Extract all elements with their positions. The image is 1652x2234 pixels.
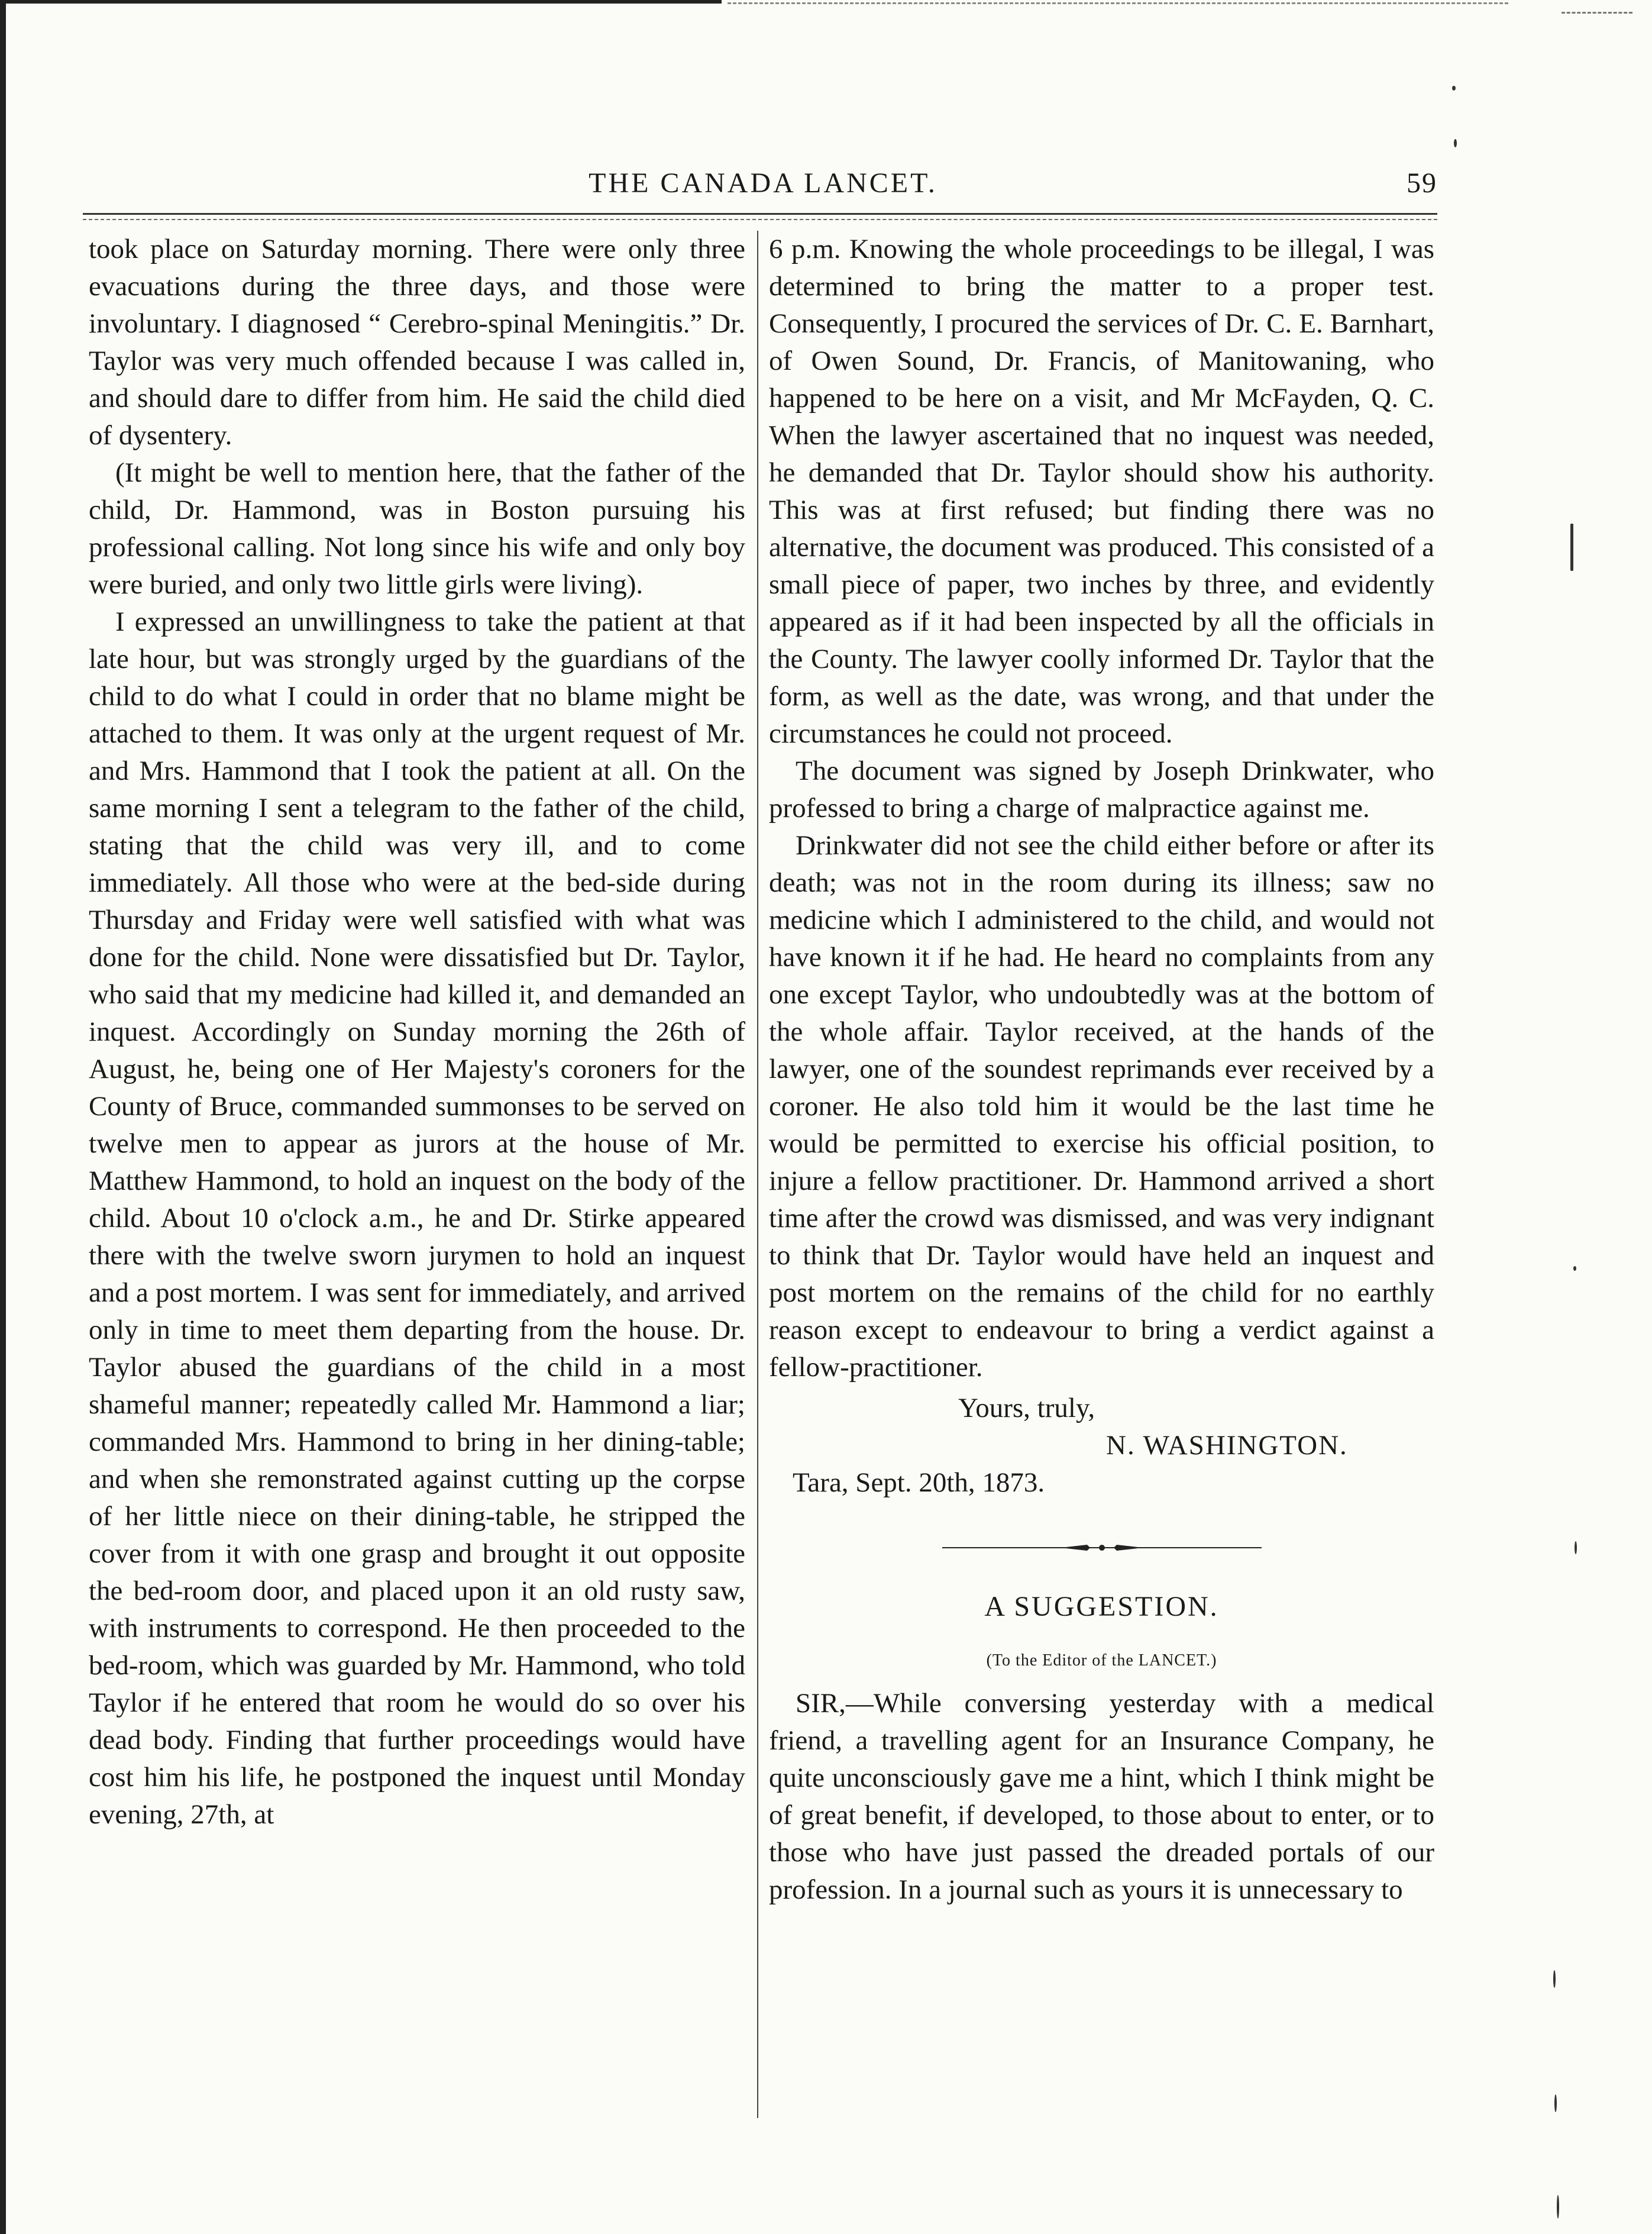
letter-closing: Yours, truly, xyxy=(958,1393,1095,1423)
page-edge-dash xyxy=(728,2,1508,4)
margin-speck xyxy=(1575,1541,1577,1554)
right-paragraph-2: The document was signed by Joseph Drinkwater, who professed to bring a charge of malpractice against me. xyxy=(769,756,1434,824)
header-rule-dashed xyxy=(83,219,1437,220)
left-paragraph-1: took place on Saturday morning. There were only three evacuations during the three days, and those were involuntary. I diagnosed “ Cerebro-spinal Meningitis.” Dr. Taylor was very much offended because I was called in, and should dare to differ from him. He said the child died of dysentery. xyxy=(89,234,745,451)
right-paragraph-3: Drinkwater did not see the child either before or after its death; was not in the room during its illness; saw no medicine which I administered to the child, and would not have known it if he had. He heard no complaints from any one except Taylor, who undoubtedly was at the bottom of the whole affair. Taylor received, at the hands of the lawyer, one of the soundest reprimands ever received by a coroner. He also told him it would be the last time he would be permitted to exercise his official position, to injure a fellow practitioner. Dr. Hammond arrived a short time after the crowd was dismissed, and was very indignant to think that Dr. Taylor would have held an inquest and post mortem on the remains of the child for no earthly reason except to endeavour to bring a verdict against a fellow-practitioner. xyxy=(769,830,1434,1383)
header-rule xyxy=(83,213,1437,215)
page-number: 59 xyxy=(1407,167,1437,199)
margin-mark xyxy=(1570,524,1573,571)
page-header xyxy=(89,167,1437,202)
section-ornament xyxy=(942,1543,1262,1552)
section-paragraph: SIR,—While conversing yesterday with a medical friend, a travelling agent for an Insurance Company, he quite unconsciously gave me a hint, which I think might be of great benefit, if developed, to those about to enter, or to those who have just passed the dreaded portals of our profession. In a journal such as yours it is unnecessary to xyxy=(769,1688,1434,1905)
margin-speck xyxy=(1554,2094,1557,2112)
page-edge-top xyxy=(0,0,722,4)
right-column xyxy=(769,231,1434,1909)
page-edge-dash-right xyxy=(1562,12,1632,14)
left-paragraph-2: (It might be well to mention here, that the father of the child, Dr. Hammond, was in Boston pursuing his professional calling. Not long since his wife and only boy were buried, and only two little girls were living). xyxy=(89,457,745,600)
left-paragraph-3: I expressed an unwillingness to take the patient at that late hour, but was strongly urged by the guardians of the child to do what I could in order that no blame might be attached to them. It was only at the urgent request of Mr. and Mrs. Hammond that I took the patient at all. On the same morning I sent a telegram to the father of the child, stating that the child was very ill, and to come immediately. All those who were at the bed-side during Thursday and Friday were well satisfied with what was done for the child. None were dissatisfied but Dr. Taylor, who said that my medicine had killed it, and demanded an inquest. Accordingly on Sunday morning the 26th of August, he, being one of Her Majesty's coroners for the County of Bruce, commanded summonses to be served on twelve men to appear as jurors at the house of Mr. Matthew Hammond, to hold an inquest on the body of the child. About 10 o'clock a.m., he and Dr. Stirke appeared there with the twelve sworn jurymen to hold an inquest and a post mortem. I was sent for immediately, and arrived only in time to meet them departing from the house. Dr. Taylor abused the guardians of the child in a most shameful manner; repeatedly called Mr. Hammond a liar; commanded Mrs. Hammond to bring in her dining-table; and when she remonstrated against cutting up the corpse of her little niece on their dining-table, he stripped the cover from it with one grasp and brought it out opposite the bed-room door, and placed upon it an old rusty saw, with instruments to correspond. He then proceeded to the bed-room, which was guarded by Mr. Hammond, who told Taylor if he entered that room he would do so over his dead body. Finding that further proceedings would have cost him his life, he postponed the inquest until Monday evening, 27th, at xyxy=(89,606,745,1830)
margin-speck xyxy=(1573,1266,1576,1271)
margin-speck xyxy=(1452,86,1456,91)
letter-place-date: Tara, Sept. 20th, 1873. xyxy=(793,1467,1045,1498)
left-column xyxy=(89,231,745,1833)
margin-speck xyxy=(1553,1970,1556,1988)
margin-speck xyxy=(1454,139,1457,147)
running-title: THE CANADA LANCET. xyxy=(589,167,937,199)
section-title: A SUGGESTION. xyxy=(984,1591,1219,1622)
letter-signature: N. WASHINGTON. xyxy=(1106,1430,1348,1461)
section-subtitle: (To the Editor of the LANCET.) xyxy=(986,1651,1217,1670)
column-divider xyxy=(757,231,758,2118)
right-paragraph-1: 6 p.m. Knowing the whole proceedings to be illegal, I was determined to bring the matter to a proper test. Consequently, I procured the services of Dr. C. E. Barnhart, of Owen Sound, Dr. Francis, of Manitowaning, who happened to be here on a visit, and Mr McFayden, Q. C. When the lawyer ascertained that no inquest was needed, he demanded that Dr. Taylor should show his authority. This was at first refused; but finding there was no alternative, the document was produced. This consisted of a small piece of paper, two inches by three, and evidently appeared as if it had been inspected by all the officials in the County. The lawyer coolly informed Dr. Taylor that the form, as well as the date, was wrong, and that under the circumstances he could not proceed. xyxy=(769,234,1434,749)
margin-speck xyxy=(1557,2195,1559,2219)
page-edge-left xyxy=(0,0,6,2234)
